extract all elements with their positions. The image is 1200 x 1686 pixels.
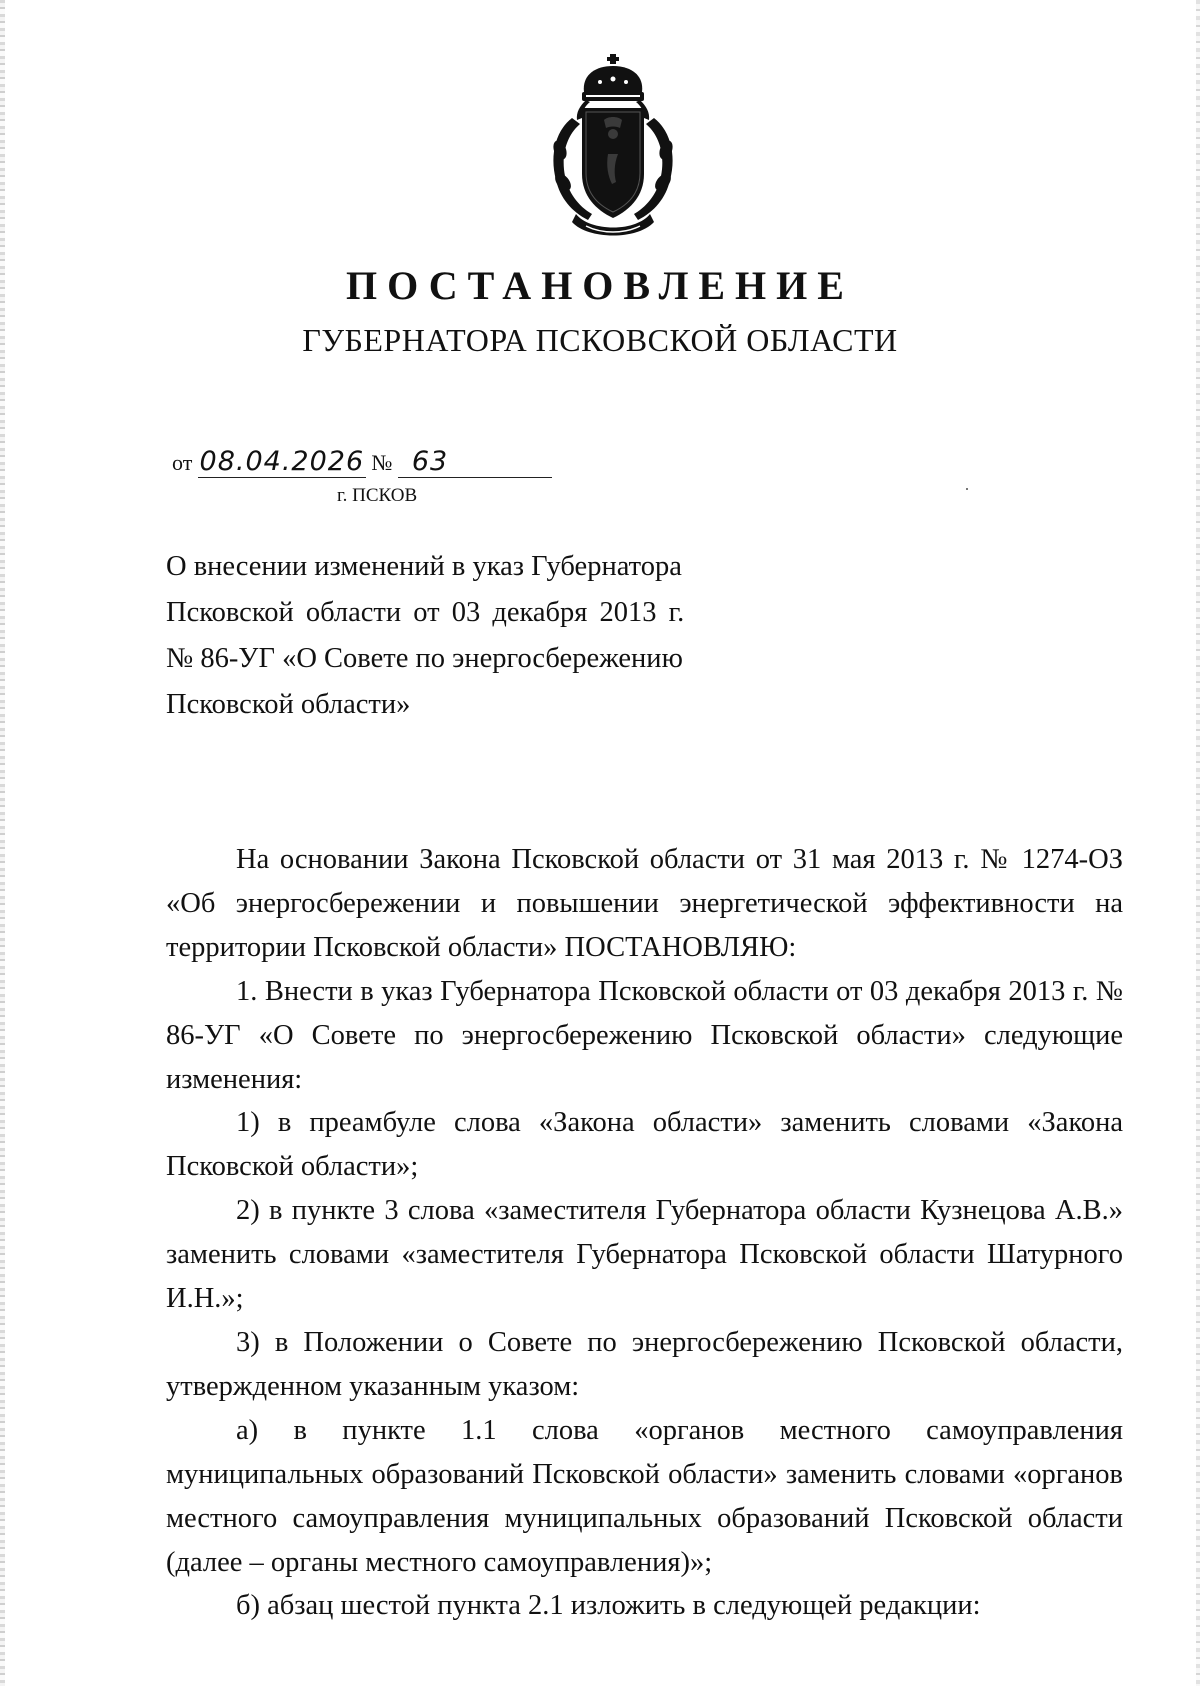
document-subtitle: ГУБЕРНАТОРА ПСКОВСКОЙ ОБЛАСТИ — [302, 322, 898, 358]
body-paragraph: б) абзац шестой пункта 2.1 изложить в следующей редакции: — [236, 1590, 981, 1622]
date-value: 08.04.2026 — [199, 446, 365, 477]
body-paragraph: 2) в пункте 3 слова «заместителя Губернатора области Кузнецова А.В.» заменить словами «заместителя Губернатора Псковской области Шатурного И.Н.»; — [166, 1195, 1123, 1315]
city-label: г. ПСКОВ — [337, 485, 418, 506]
heading-line: Псковской области» — [166, 689, 411, 720]
registration-line — [172, 446, 552, 478]
date-prefix: от — [172, 450, 193, 475]
body-paragraph: На основании Закона Псковской области от 31 мая 2013 г. № 1274-ОЗ «Об энергосбережении и повышении энергетической эффективности на территории Псковской области» ПОСТАНОВЛЯЮ: — [166, 844, 1123, 963]
number-value: 63 — [398, 446, 552, 478]
body-paragraph: 3) в Положении о Совете по энергосбережению Псковской области, утвержденном указанным указом: — [166, 1326, 1123, 1402]
number-prefix: № — [371, 450, 393, 475]
coat-of-arms-icon — [546, 54, 680, 240]
heading-line: О внесении изменений в указ Губернатора — [166, 551, 682, 582]
heading-line: Псковской области от 03 декабря 2013 г. — [166, 597, 685, 628]
document-heading — [166, 544, 726, 728]
scan-speck — [966, 488, 968, 490]
document-body — [166, 838, 1123, 1628]
heading-line: № 86-УГ «О Совете по энергосбережению — [166, 643, 683, 674]
scan-edge-right — [1196, 0, 1200, 1686]
body-paragraph: 1. Внести в указ Губернатора Псковской области от 03 декабря 2013 г. № 86-УГ «О Совете по энергосбережению Псковской области» следующие изменения: — [166, 975, 1123, 1095]
document-title: ПОСТАНОВЛЕНИЕ — [346, 263, 854, 308]
body-paragraph: 1) в преамбуле слова «Закона области» заменить словами «Закона Псковской области»; — [166, 1107, 1123, 1183]
body-paragraph: а) в пункте 1.1 слова «органов местного самоуправления муниципальных образований Псковской области» заменить словами «органов местного самоуправления муниципальных образований Псковской области (далее – органы местного самоуправления)»; — [166, 1414, 1123, 1578]
scan-edge-left — [0, 0, 5, 1686]
